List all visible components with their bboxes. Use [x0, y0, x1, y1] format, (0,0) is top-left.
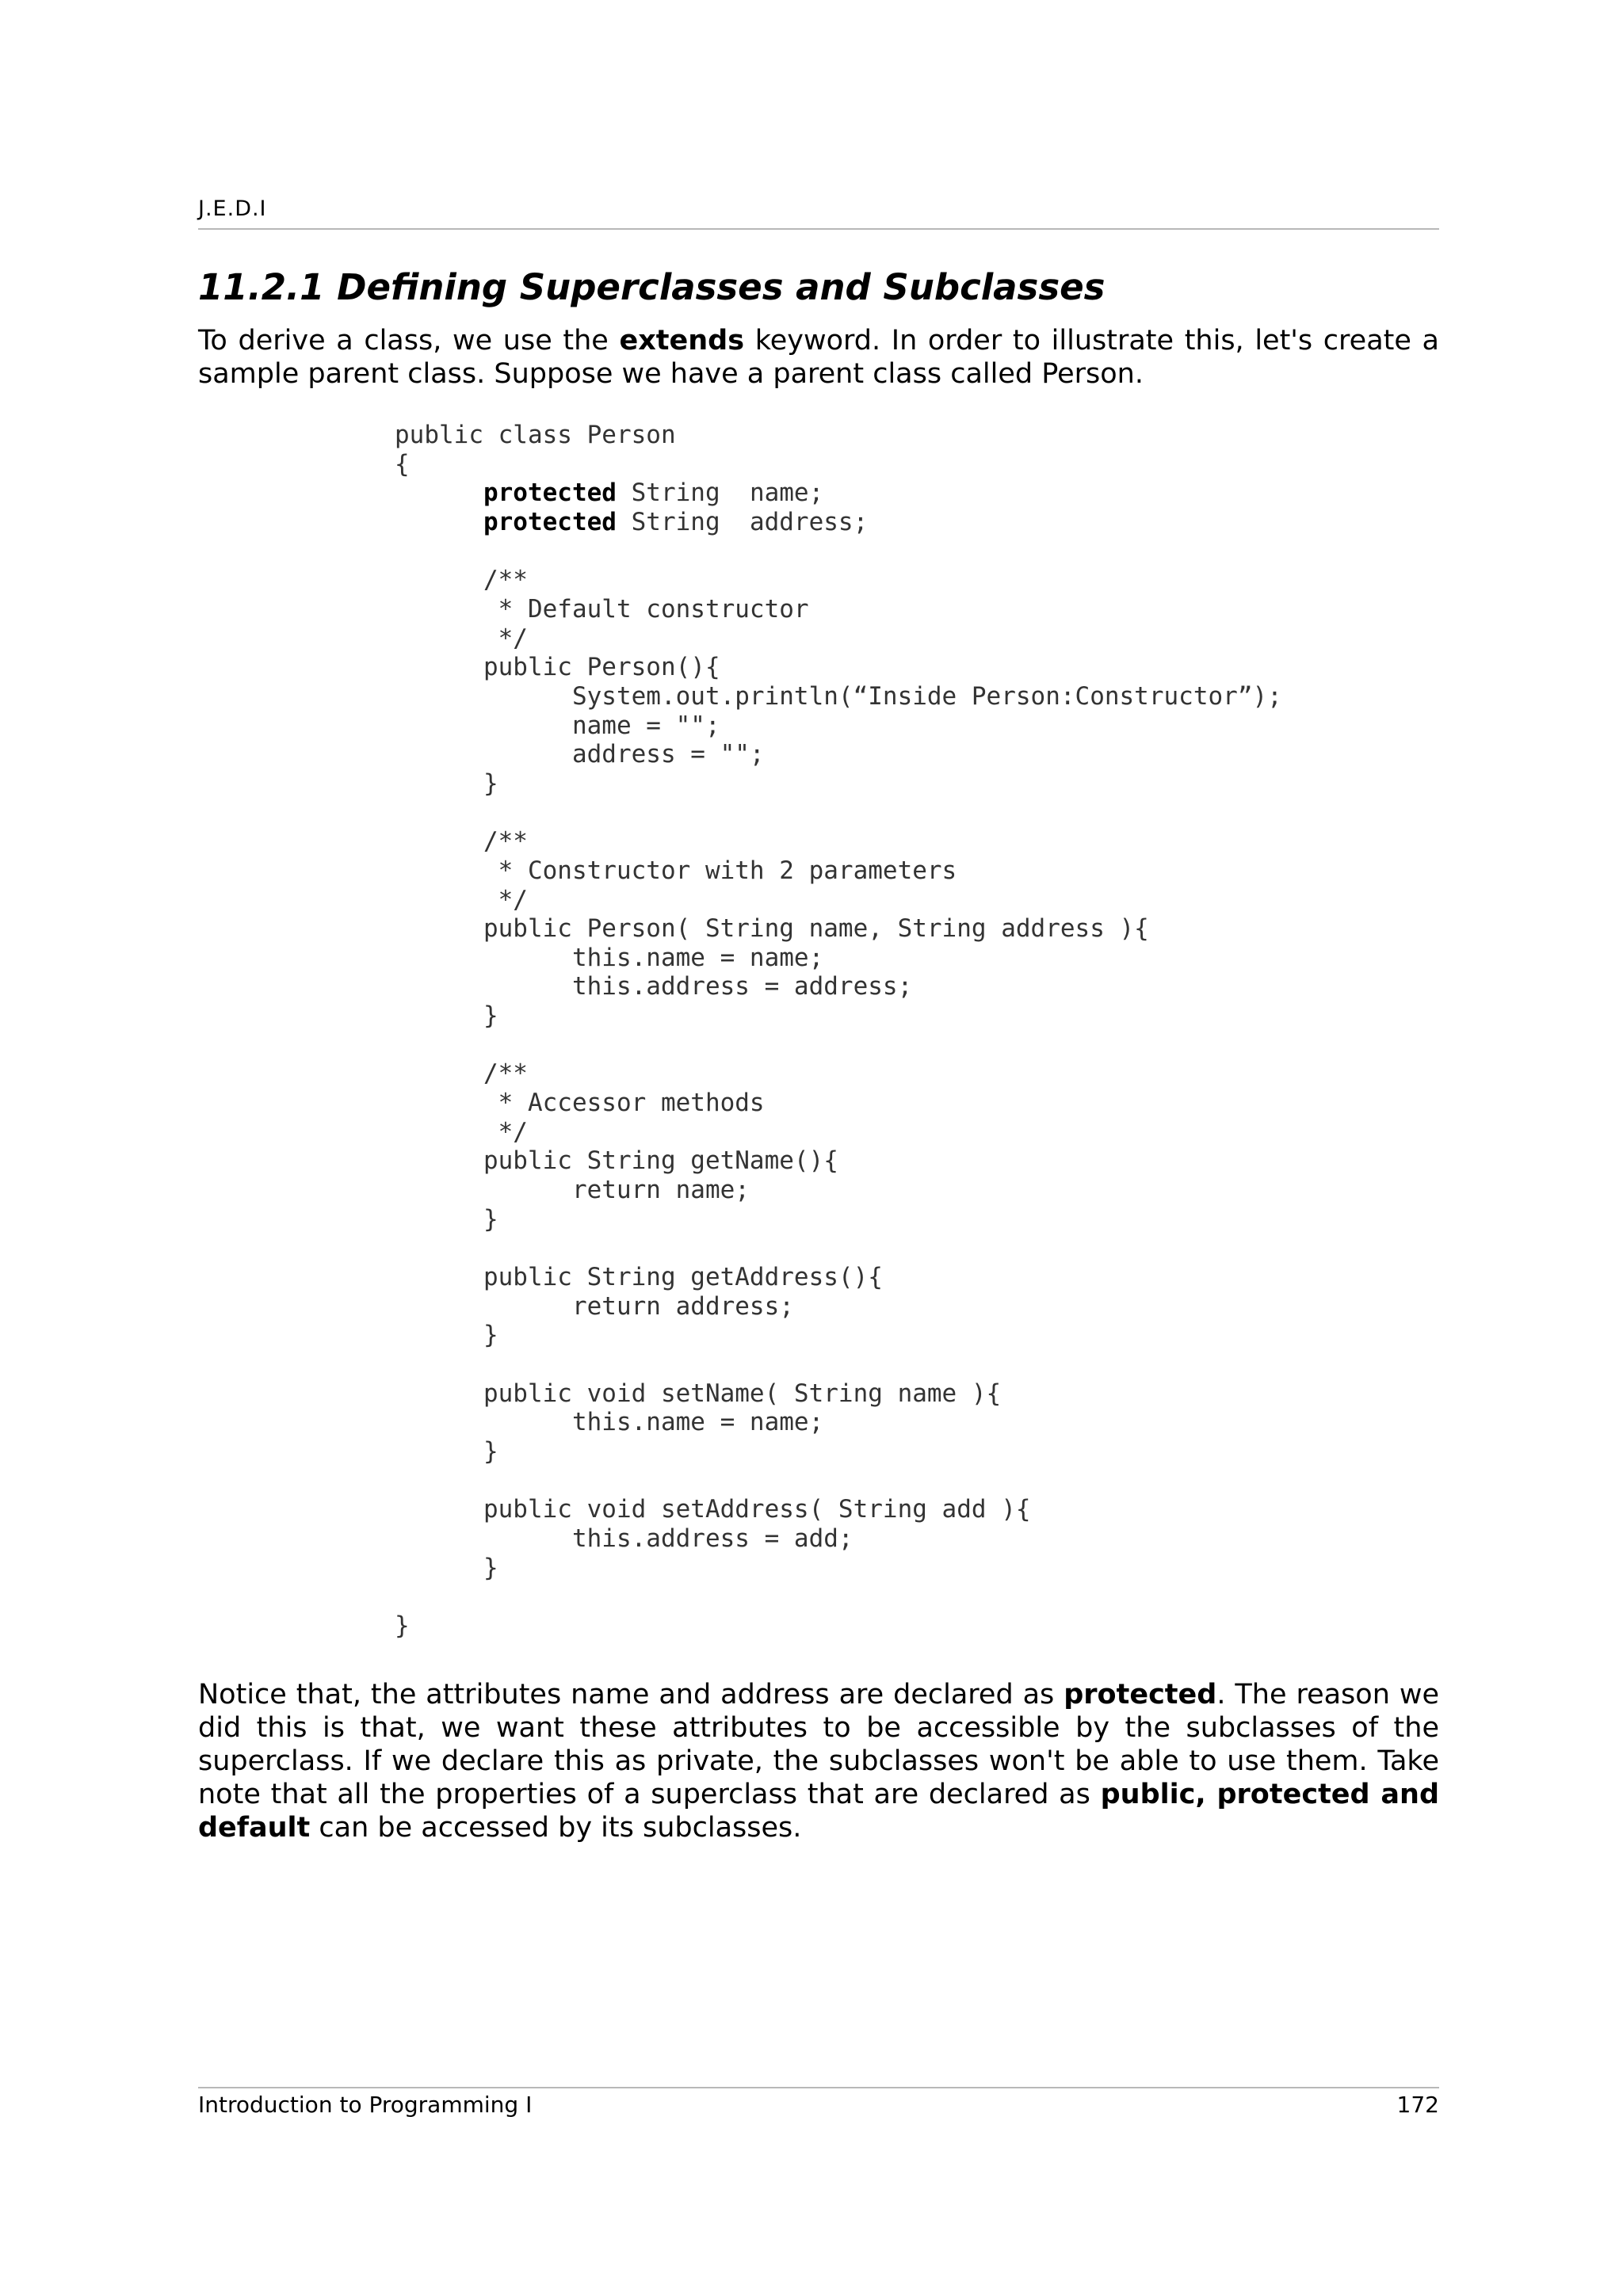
code-line: * Constructor with 2 parameters	[483, 856, 957, 885]
code-keyword: protected	[483, 507, 617, 536]
code-line: }	[483, 769, 498, 798]
protected-keyword: protected	[1064, 1679, 1217, 1711]
intro-paragraph	[198, 324, 1439, 391]
code-line: /**	[483, 1059, 528, 1089]
notice-text-3: can be accessed by its subclasses.	[310, 1812, 802, 1844]
notice-paragraph	[198, 1678, 1439, 1844]
code-line: public String getName(){	[483, 1146, 838, 1176]
code-line: public void setAddress( String add ){	[483, 1495, 1031, 1524]
code-line: * Default constructor	[483, 594, 809, 624]
code-line: */	[483, 885, 528, 914]
page-number: 172	[1396, 2092, 1439, 2118]
code-line: {	[395, 449, 410, 479]
code-line: }	[483, 1204, 498, 1234]
code-line: public String getAddress(){	[483, 1263, 883, 1292]
code-line: public Person( String name, String address ){	[483, 914, 1149, 944]
footer-title: Introduction to Programming I	[198, 2092, 533, 2118]
header-rule	[198, 228, 1439, 230]
code-line: return address;	[571, 1291, 794, 1321]
code-line: }	[483, 1001, 498, 1031]
code-line: }	[395, 1611, 410, 1640]
code-line: }	[483, 1321, 498, 1350]
section-title: 11.2.1 Defining Superclasses and Subclasses	[198, 266, 1106, 308]
access-modifiers-text: public, protected and default	[198, 1779, 1439, 1844]
notice-text-1: Notice that, the attributes name and address are declared as	[198, 1679, 1064, 1711]
code-line: }	[483, 1553, 498, 1582]
intro-text-1: To derive a class, we use the	[198, 325, 620, 357]
code-line: String address;	[616, 507, 869, 536]
code-line: public Person(){	[483, 653, 720, 682]
code-line: address = "";	[571, 740, 765, 769]
code-line: * Accessor methods	[483, 1089, 765, 1118]
code-line: public class Person	[395, 421, 676, 449]
code-line: return name;	[571, 1176, 750, 1205]
code-listing	[395, 421, 1282, 1641]
code-line: this.name = name;	[571, 943, 824, 972]
code-line: name = "";	[571, 711, 720, 740]
code-line: this.address = address;	[571, 972, 913, 1001]
footer-rule	[198, 2087, 1439, 2088]
code-line: /**	[483, 566, 528, 595]
code-line: */	[483, 1117, 528, 1146]
code-line: System.out.println(“Inside Person:Constructor”);	[571, 681, 1282, 711]
code-line: }	[483, 1436, 498, 1466]
code-line: /**	[483, 827, 528, 856]
code-line: this.name = name;	[571, 1408, 824, 1437]
code-line: public void setName( String name ){	[483, 1379, 1002, 1408]
code-line: this.address = add;	[571, 1524, 854, 1553]
notice-text-2: . The reason we did this is that, we want these attributes to be accessible by the subclasses of the superclass. If we declare this as private, the subclasses won't be able to use them. Take note that all the properties of a superclass that are declared as	[198, 1679, 1439, 1810]
extends-keyword: extends	[619, 325, 745, 357]
code-line: */	[483, 624, 528, 653]
code-keyword: protected	[483, 479, 617, 508]
code-line: String name;	[616, 479, 824, 508]
intro-text-2: keyword. In order to illustrate this, let's create a sample parent class. Suppose we have a parent class called Person.	[198, 325, 1439, 390]
running-header: J.E.D.I	[198, 196, 267, 221]
